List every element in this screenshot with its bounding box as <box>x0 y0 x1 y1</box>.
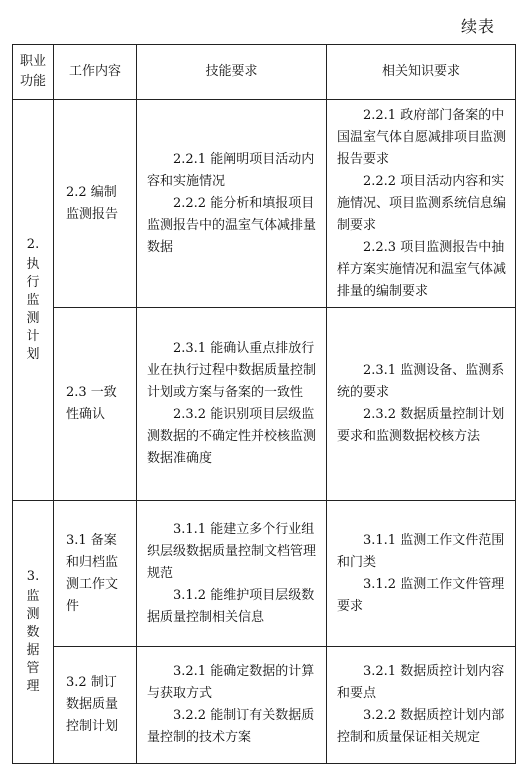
table-row <box>13 501 516 647</box>
skill-item: 3.2.1 能确定数据的计算与获取方式 <box>147 664 315 701</box>
skills-cell <box>137 100 327 308</box>
competency-table <box>12 44 516 764</box>
knowledge-item: 2.2.1 政府部门备案的中国温室气体自愿减排项目监测报告要求 <box>337 107 507 167</box>
header-skill-requirements: 技能要求 <box>137 45 327 100</box>
skills-cell <box>137 647 327 764</box>
skill-item: 3.2.2 能制订有关数据质量控制的技术方案 <box>147 708 315 745</box>
work-content-cell: 3.1 备案和归档监测工作文件 <box>54 501 137 647</box>
knowledge-item: 2.3.2 数据质量控制计划要求和监测数据校核方法 <box>337 407 505 444</box>
function-name: 监测数据管理 <box>26 589 40 694</box>
knowledge-item: 2.3.1 监测设备、监测系统的要求 <box>337 363 505 400</box>
knowledge-item: 3.1.1 监测工作文件范围和门类 <box>337 532 505 570</box>
skill-item: 3.1.1 能建立多个行业组织层级数据质量控制文档管理规范 <box>147 521 317 581</box>
work-content-cell: 3.2 制订数据质量控制计划 <box>54 647 137 764</box>
knowledge-cell <box>327 308 516 501</box>
skills-cell <box>137 308 327 501</box>
skill-item: 2.3.1 能确认重点排放行业在执行过程中数据质量控制计划或方案与备案的一致性 <box>147 341 317 400</box>
table-header-row <box>13 45 516 100</box>
knowledge-cell <box>327 501 516 647</box>
knowledge-item: 3.2.1 数据质控计划内容和要点 <box>337 664 505 701</box>
table-row <box>13 308 516 501</box>
table-row <box>13 647 516 764</box>
function-number: 3. <box>26 569 40 584</box>
function-cell <box>13 100 54 501</box>
knowledge-item: 3.2.2 数据质控计划内部控制和质量保证相关规定 <box>337 708 505 745</box>
knowledge-item: 2.2.2 项目活动内容和实施情况、项目监测系统信息编制要求 <box>337 173 507 233</box>
skills-cell <box>137 501 327 647</box>
skill-item: 3.1.2 能维护项目层级数据质量控制相关信息 <box>147 587 315 625</box>
skill-item: 2.3.2 能识别项目层级监测数据的不确定性并校核监测数据准确度 <box>147 407 317 466</box>
skill-item: 2.2.1 能阐明项目活动内容和实施情况 <box>147 151 315 189</box>
work-content-cell: 2.3 一致性确认 <box>54 308 137 501</box>
header-function: 职业 功能 <box>13 45 54 100</box>
table-continued-caption: 续表 <box>460 17 495 36</box>
header-knowledge-requirements: 相关知识要求 <box>327 45 516 100</box>
header-work-content: 工作内容 <box>54 45 137 100</box>
knowledge-cell <box>327 100 516 308</box>
table-row <box>13 100 516 308</box>
function-name: 执行监测计划 <box>26 257 40 362</box>
skill-item: 2.2.2 能分析和填报项目监测报告中的温室气体减排量数据 <box>147 195 317 255</box>
knowledge-item: 2.2.3 项目监测报告中抽样方案实施情况和温室气体减排量的编制要求 <box>337 239 507 299</box>
knowledge-cell <box>327 647 516 764</box>
work-content-cell: 2.2 编制监测报告 <box>54 100 137 308</box>
function-number: 2. <box>26 237 40 252</box>
knowledge-item: 3.1.2 监测工作文件管理要求 <box>337 576 505 614</box>
function-cell <box>13 501 54 764</box>
